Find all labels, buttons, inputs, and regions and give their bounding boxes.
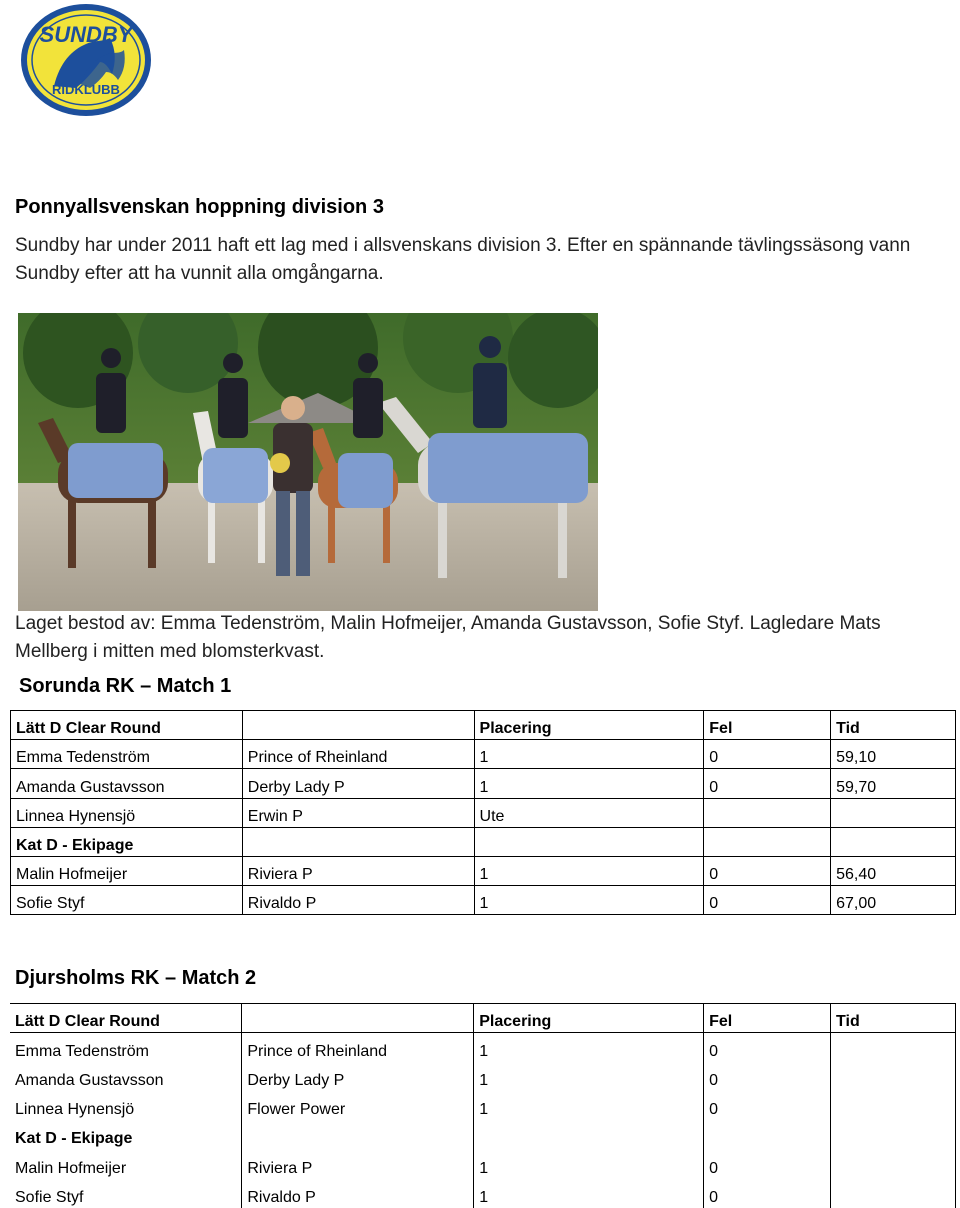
tid-cell (831, 1149, 956, 1178)
rider-cell: Amanda Gustavsson (10, 1062, 242, 1091)
horse-cell (242, 1120, 474, 1149)
placering-cell: Placering (474, 1004, 704, 1033)
rider-cell: Sofie Styf (10, 1179, 242, 1208)
placering-cell: 1 (474, 1149, 704, 1178)
horse-cell (242, 827, 474, 856)
tid-cell: Tid (831, 1004, 956, 1033)
section-title-match-2: Djursholms RK – Match 2 (15, 967, 257, 989)
logo-bottom-text: RIDKLUBB (52, 82, 120, 97)
placering-cell: 1 (474, 856, 704, 885)
horse-cell: Riviera P (242, 856, 474, 885)
table-row (10, 1179, 956, 1208)
horse-cell: Prince of Rheinland (242, 1033, 474, 1062)
placering-cell: 1 (474, 769, 704, 798)
tid-cell: 67,00 (831, 886, 956, 915)
tid-cell (831, 1120, 956, 1149)
rider-cell: Amanda Gustavsson (11, 769, 243, 798)
rider-cell: Emma Tedenström (11, 740, 243, 769)
horse-cell: Rivaldo P (242, 1179, 474, 1208)
fel-cell: 0 (704, 769, 831, 798)
tid-cell (831, 1062, 956, 1091)
table-row (10, 1033, 956, 1062)
tid-cell (831, 827, 956, 856)
tid-cell: Tid (831, 711, 956, 740)
logo-top-text: SUNDBY (39, 22, 133, 47)
horse-cell: Riviera P (242, 1149, 474, 1178)
rider-cell: Emma Tedenström (10, 1033, 242, 1062)
rider-cell: Lätt D Clear Round (11, 711, 243, 740)
rider-cell: Linnea Hynensjö (10, 1091, 242, 1120)
table-header-row (11, 827, 956, 856)
placering-cell (474, 827, 704, 856)
horse-cell: Rivaldo P (242, 886, 474, 915)
fel-cell: 0 (704, 856, 831, 885)
table-header-row (10, 1120, 956, 1149)
fel-cell (704, 827, 831, 856)
tid-cell: 59,70 (831, 769, 956, 798)
placering-cell: 1 (474, 1091, 704, 1120)
rider-cell: Kat D - Ekipage (11, 827, 243, 856)
table-row (11, 740, 956, 769)
fel-cell: Fel (704, 1004, 831, 1033)
rider-cell: Sofie Styf (11, 886, 243, 915)
fel-cell: 0 (704, 1033, 831, 1062)
fel-cell: Fel (704, 711, 831, 740)
club-logo (20, 4, 152, 116)
horse-cell: Erwin P (242, 798, 474, 827)
team-photo (18, 313, 598, 611)
placering-cell: Ute (474, 798, 704, 827)
photo-caption: Laget bestod av: Emma Tedenström, Malin Hofmeijer, Amanda Gustavsson, Sofie Styf. Lagledare Mats Mellberg i mitten med blomsterkvast. (15, 613, 881, 662)
tid-cell (831, 798, 956, 827)
table-header-row (11, 711, 956, 740)
table-row (10, 1149, 956, 1178)
horse-cell (242, 711, 474, 740)
table-row (11, 886, 956, 915)
placering-cell: 1 (474, 1062, 704, 1091)
horse-cell: Prince of Rheinland (242, 740, 474, 769)
tid-cell (831, 1033, 956, 1062)
tid-cell: 56,40 (831, 856, 956, 885)
placering-cell: 1 (474, 886, 704, 915)
results-table-match-1 (10, 710, 956, 915)
tid-cell (831, 1091, 956, 1120)
fel-cell (704, 1120, 831, 1149)
tid-cell (831, 1179, 956, 1208)
fel-cell: 0 (704, 886, 831, 915)
tid-cell: 59,10 (831, 740, 956, 769)
table-row (11, 798, 956, 827)
table-row (10, 1091, 956, 1120)
horse-cell: Flower Power (242, 1091, 474, 1120)
table-row (10, 1062, 956, 1091)
rider-cell: Kat D - Ekipage (10, 1120, 242, 1149)
fel-cell: 0 (704, 1062, 831, 1091)
intro-paragraph: Sundby har under 2011 haft ett lag med i allsvenskans division 3. Efter en spännande tävlingssäsong vann Sundby efter att ha vunnit alla omgångarna. (15, 235, 911, 284)
rider-cell: Malin Hofmeijer (10, 1149, 242, 1178)
placering-cell: Placering (474, 711, 704, 740)
placering-cell: 1 (474, 1179, 704, 1208)
horse-cell (242, 1004, 474, 1033)
page-heading: Ponnyallsvenskan hoppning division 3 (15, 196, 384, 218)
table-row (11, 769, 956, 798)
horse-cell: Derby Lady P (242, 769, 474, 798)
fel-cell: 0 (704, 1091, 831, 1120)
rider-cell: Lätt D Clear Round (10, 1004, 242, 1033)
placering-cell: 1 (474, 740, 704, 769)
results-table-match-2 (10, 1003, 956, 1208)
fel-cell: 0 (704, 740, 831, 769)
horse-cell: Derby Lady P (242, 1062, 474, 1091)
placering-cell (474, 1120, 704, 1149)
section-title-match-1: Sorunda RK – Match 1 (19, 675, 232, 697)
rider-cell: Linnea Hynensjö (11, 798, 243, 827)
fel-cell (704, 798, 831, 827)
fel-cell: 0 (704, 1149, 831, 1178)
fel-cell: 0 (704, 1179, 831, 1208)
table-row (11, 856, 956, 885)
table-header-row (10, 1004, 956, 1033)
rider-cell: Malin Hofmeijer (11, 856, 243, 885)
placering-cell: 1 (474, 1033, 704, 1062)
